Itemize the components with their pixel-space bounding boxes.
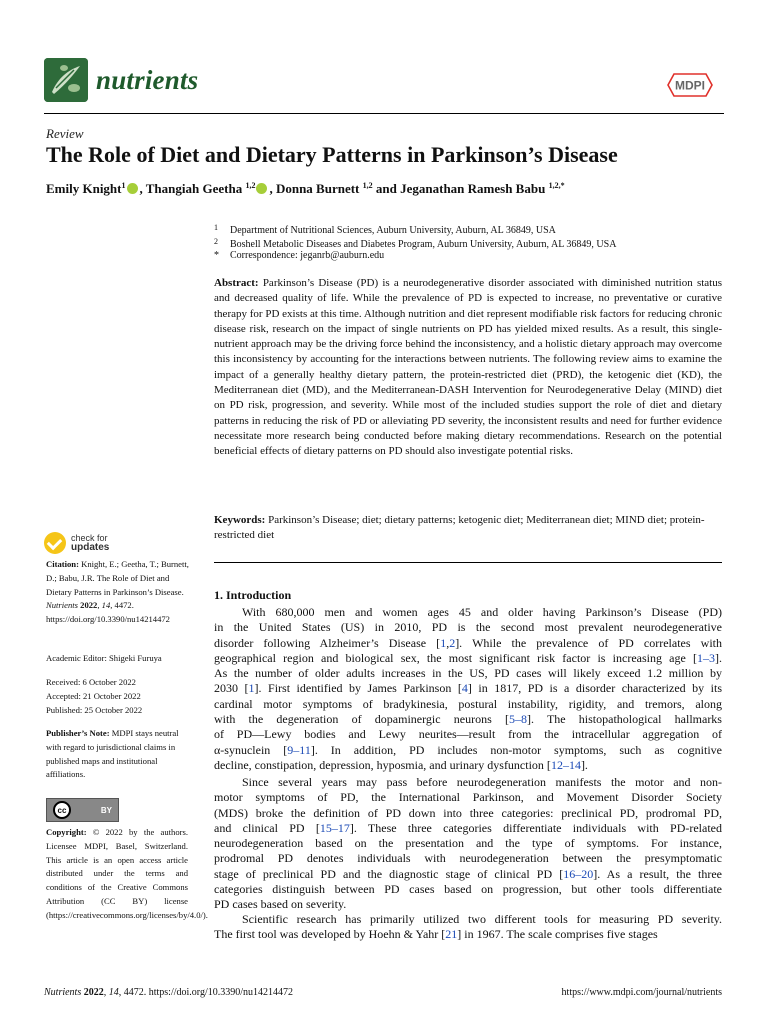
keywords: Keywords: Parkinson’s Disease; diet; dietary patterns; ketogenic diet; Mediterranean diet; MIND diet; protein-restricted diet bbox=[214, 514, 705, 542]
citation-link[interactable]: 4 bbox=[461, 681, 468, 696]
citation-link[interactable]: 2 bbox=[449, 635, 456, 650]
text-line: categories distinguish between PD cases based on progression, but other tools differentiate bbox=[214, 882, 722, 897]
received-date: Received: 6 October 2022 bbox=[46, 677, 136, 687]
affiliation: 2 Boshell Metabolic Diseases and Diabetes Program, Auburn University, Auburn, AL 36849, USA bbox=[214, 237, 617, 250]
mdpi-logo bbox=[666, 72, 714, 103]
affiliation: 1 Department of Nutritional Sciences, Auburn University, Auburn, AL 36849, USA bbox=[214, 223, 556, 236]
text-line: 2030 [1]. First identified by James Parkinson [4] in 1817, PD is a disorder characterized by its bbox=[214, 681, 723, 696]
journal-name: nutrients bbox=[96, 64, 199, 95]
author-name[interactable]: Jeganathan Ramesh Babu bbox=[400, 181, 546, 196]
text-line: Since several years may pass before neurodegeneration manifests the motor and non- bbox=[242, 775, 722, 789]
author-name[interactable]: Emily Knight bbox=[46, 181, 122, 196]
text-line: geographical region and biological sex, the most significant risk factor is increasing age [1–3]. bbox=[214, 650, 722, 665]
published-date: Published: 25 October 2022 bbox=[46, 705, 143, 715]
citation-link[interactable]: 1–3 bbox=[697, 650, 715, 665]
text-line: and clinical PD [15–17]. These three categories differentiate individuals with PD-related bbox=[214, 820, 723, 835]
footer-journal-url[interactable]: https://www.mdpi.com/journal/nutrients bbox=[561, 987, 722, 998]
citation-doi[interactable]: , 4472. https://doi.org/10.3390/nu14214472 bbox=[46, 600, 170, 625]
check-for-updates[interactable]: check for updates bbox=[44, 532, 109, 554]
mdpi-logo-icon bbox=[666, 72, 714, 98]
body-paragraph bbox=[214, 605, 722, 773]
text-line: motor symptoms of PD, the International Parkinson, and Movement Disorder Society bbox=[214, 790, 722, 805]
text-line: of PD—Lewy bodies and Lewy neurites—result from the intracellular aggregation of bbox=[214, 727, 722, 742]
copyright: Copyright: © 2022 by the authors. Licensee MDPI, Basel, Switzerland. This article is an open access article distributed under the terms and conditions of the Creative Commons Attribution (CC BY) license (https://creativecommons.org/licenses/by/4.0/). bbox=[46, 827, 208, 920]
footer-doi[interactable]: , 4472. https://doi.org/10.3390/nu14214472 bbox=[118, 987, 294, 998]
citation: Citation: Knight, E.; Geetha, T.; Burnett, D.; Babu, J.R. The Role of Diet and Dietary Patterns in Parkinson’s Disease. Nutrients 2022, 14, 4472. https://doi.org/10.3390/nu14214472 bbox=[46, 559, 189, 625]
citation-link[interactable]: 1 bbox=[248, 681, 255, 696]
text-line: prodromal PD denotes individuals with neurodegeneration between the presymptomatic bbox=[214, 851, 722, 866]
header-rule bbox=[44, 113, 724, 114]
journal-logo bbox=[44, 58, 198, 102]
publishers-note: Publisher’s Note: MDPI stays neutral with regard to jurisdictional claims in published maps and institutional affiliations. bbox=[46, 728, 179, 780]
text-line: (MDS) broke the definition of PD down into three categories: preclinical PD, prodromal PD, bbox=[214, 805, 722, 820]
abstract: Abstract: Parkinson’s Disease (PD) is a neurodegenerative disorder associated with diminished nutrition status and decreased quality of life. While the prevalence of PD is expected to increase, no preventative or curative therapy for PD exists at this time. Although nutrition and diet represent modifiable risk factors for reducing chronic disease risk, research on the impact of single nutrients on PD has yielded mixed results. As a result, this single-nutrient approach may be the driving force behind the inconsistency, and a holistic dietary approach may overcome this inconsistency by accounting for the interactions between nutrients. The following review aims to examine the impact of a generally healthy dietary pattern, the protein-restricted diet (PRD), the ketogenic diet (KD), the Mediterranean diet (MD), and the Mediterranean-DASH Intervention for Neurodegenerative Delay (MIND) diet on PD risk, progression, and severity. While most of the included studies support the role of diet and dietary patterns in reducing the risk of PD or alleviating PD severity, the inconsistent results and need for further evidence necessitate more research being conducted before making dietary recommendations. Research on the potential beneficial effects of dietary patterns on PD should also investigate potential risks. bbox=[214, 277, 722, 458]
citation-link[interactable]: 16–20 bbox=[563, 866, 594, 881]
body-paragraph bbox=[214, 912, 722, 943]
author-name[interactable]: Thangiah Geetha bbox=[145, 181, 243, 196]
cc-by-license-badge[interactable] bbox=[46, 798, 119, 822]
citation-link[interactable]: 12–14 bbox=[550, 757, 581, 772]
section-heading: 1. Introduction bbox=[214, 588, 292, 602]
text-line: α-synuclein [9–11]. In addition, PD includes non-motor symptoms, such as cognitive bbox=[214, 742, 722, 757]
text-line: disorder following Alzheimer’s Disease [1,2]. While the prevalence of PD correlates with bbox=[214, 635, 722, 650]
text-line: cardinal motor symptoms of bradykinesia, postural instability, rigidity, and tremors, along bbox=[214, 696, 722, 711]
svg-text:MDPI: MDPI bbox=[675, 78, 705, 93]
citation-link[interactable]: 15–17 bbox=[319, 820, 350, 835]
text-line: in the United States (US) in 2010, PD is the second most prevalent neurodegenerative bbox=[214, 620, 722, 635]
abstract-text: Parkinson’s Disease (PD) is a neurodegenerative disorder associated with diminished nutrition status and decreased quality of life. While the prevalence of PD is expected to increase, no preventative or curative therapy for PD exists at this time. Although nutrition and diet represent modifiable risk factors for reducing chronic disease risk, research on the impact of single nutrients on PD has yielded mixed results. As a result, this single-nutrient approach may be the driving force behind the inconsistency, and a holistic dietary approach may overcome this inconsistency by accounting for the interactions between nutrients. The following review aims to examine the impact of a generally healthy dietary pattern, the protein-restricted diet (PRD), the ketogenic diet (KD), the Mediterranean diet (MD), and the Mediterranean-DASH Intervention for Neurodegenerative Delay (MIND) diet on PD risk, progression, and severity. While most of the included studies support the role of diet and dietary patterns in reducing the risk of PD or alleviating PD severity, the inconsistent results and need for further evidence necessitate more research being conducted before making dietary recommendations. Research on the potential beneficial effects of dietary patterns on PD should also investigate potential risks. bbox=[214, 277, 722, 458]
citation-link[interactable]: 9–11 bbox=[287, 742, 311, 757]
orcid-icon[interactable] bbox=[127, 183, 138, 194]
text-line: decline, constipation, depression, hyposmia, and urinary dysfunction [12–14]. bbox=[214, 757, 588, 772]
citation-link[interactable]: 1 bbox=[440, 635, 447, 650]
text-line: The first tool was developed by Hoehn & Yahr [21] in 1967. The scale comprises five stages bbox=[214, 927, 658, 942]
keywords-text: Parkinson’s Disease; diet; dietary patterns; ketogenic diet; Mediterranean diet; MIND diet; protein-restricted diet bbox=[214, 514, 705, 542]
accepted-date: Accepted: 21 October 2022 bbox=[46, 691, 141, 701]
orcid-icon[interactable] bbox=[256, 183, 267, 194]
section-rule bbox=[214, 562, 722, 563]
text-line: Scientific research has primarily utilized two different tools for measuring PD severity. bbox=[242, 912, 722, 926]
correspondence: * Correspondence: jeganrb@auburn.edu bbox=[214, 250, 385, 261]
text-line: With 680,000 men and women ages 45 and older having Parkinson’s Disease (PD) bbox=[242, 605, 722, 619]
author-list: Emily Knight$^1$ , Thangiah Geetha $^{1,2}$ , Donna Burnett $^{1,2}$ and Jeganathan Ramesh Babu $^{1,2,*}$ bbox=[46, 181, 565, 196]
body-paragraph bbox=[214, 775, 722, 913]
article-title: The Role of Diet and Dietary Patterns in Parkinson’s Disease bbox=[46, 142, 618, 167]
check-updates-icon[interactable] bbox=[44, 532, 66, 554]
text-line: As the number of older adults increases in the US, PD cases will likely exceed 1.2 million by bbox=[214, 666, 722, 681]
academic-editor: Academic Editor: Shigeki Furuya bbox=[46, 653, 162, 663]
citation-link[interactable]: 21 bbox=[445, 927, 458, 942]
by-icon: BY bbox=[100, 805, 112, 815]
footer-citation: Nutrients 2022, 14, 4472. https://doi.org/10.3390/nu14214472 bbox=[44, 987, 294, 998]
text-line: PD cases based on severity. bbox=[214, 897, 347, 912]
text-line: neurodegeneration based on the presentation and the type of symptoms. For instance, bbox=[214, 836, 722, 851]
text-line: with the degeneration of dopaminergic neurons [5–8]. The histopathological hallmarks bbox=[214, 712, 722, 727]
citation-link[interactable]: 5–8 bbox=[508, 712, 527, 727]
text-line: stage of preclinical PD and the diagnostic stage of clinical PD [16–20]. As a result, the three bbox=[214, 866, 722, 881]
author-name[interactable]: Donna Burnett bbox=[275, 181, 360, 196]
nutrients-logo-icon bbox=[44, 58, 88, 102]
cc-icon: cc bbox=[53, 801, 71, 819]
article-type: Review bbox=[46, 126, 84, 141]
